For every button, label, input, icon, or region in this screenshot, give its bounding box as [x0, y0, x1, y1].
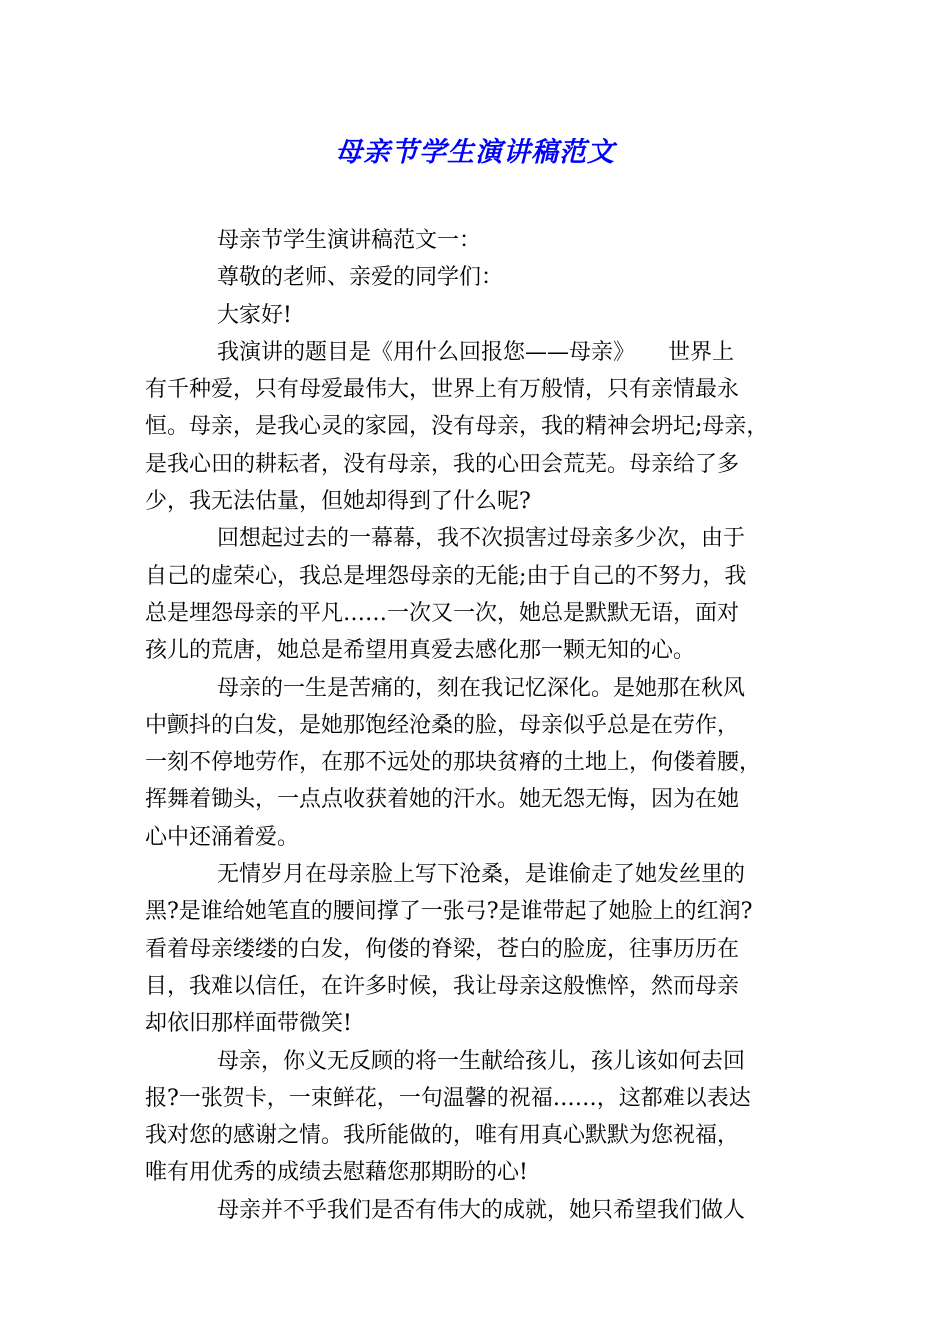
text-line: 大家好! [217, 302, 292, 328]
text-line: 却依旧那样面带微笑! [145, 1011, 352, 1037]
text-line: 母亲，你义无反顾的将一生献给孩儿，孩儿该如何去回 [217, 1048, 746, 1074]
text-line: 心中还涌着爱。 [145, 824, 300, 850]
text-line: 母亲的一生是苦痛的，刻在我记忆深化。是她那在秋风 [217, 675, 746, 701]
document-title: 母亲节学生演讲稿范文 [335, 137, 615, 168]
text-line: 少，我无法估量，但她却得到了什么呢? [145, 489, 531, 515]
text-line: 中颤抖的白发，是她那饱经沧桑的脸，母亲似乎总是在劳作， [145, 712, 740, 738]
text-line: 母亲并不乎我们是否有伟大的成就，她只希望我们做人 [217, 1197, 746, 1223]
text-line: 黑?是谁给她笔直的腰间撑了一张弓?是谁带起了她脸上的红润? [145, 899, 753, 925]
text-line: 无情岁月在母亲脸上写下沧桑，是谁偷走了她发丝里的 [217, 862, 746, 888]
text-line: 有千种爱，只有母爱最伟大，世界上有万般情，只有亲情最永 [145, 377, 740, 403]
text-line: 挥舞着锄头，一点点收获着她的汗水。她无怨无悔，因为在她 [145, 787, 740, 813]
text-line: 自己的虚荣心，我总是埋怨母亲的无能;由于自己的不努力，我 [145, 563, 747, 589]
text-line: 一刻不停地劳作，在那不远处的那块贫瘠的土地上，佝偻着腰， [145, 750, 762, 776]
text-line: 回想起过去的一幕幕，我不次损害过母亲多少次，由于 [217, 526, 746, 552]
document-body [145, 222, 817, 1229]
text-line: 报?一张贺卡，一束鲜花，一句温馨的祝福……，这都难以表达 [145, 1085, 751, 1111]
text-line: 看着母亲缕缕的白发，佝偻的脊梁，苍白的脸庞，往事历历在 [145, 936, 740, 962]
text-line: 目，我难以信任，在许多时候，我让母亲这般憔悴，然而母亲 [145, 973, 740, 999]
text-line: 恒。母亲，是我心灵的家园，没有母亲，我的精神会坍圮;母亲， [145, 414, 769, 440]
text-line: 总是埋怨母亲的平凡……一次又一次，她总是默默无语，面对 [145, 600, 740, 626]
text-line: 唯有用优秀的成绩去慰藉您那期盼的心! [145, 1160, 528, 1186]
text-line: 是我心田的耕耘者，没有母亲，我的心田会荒芜。母亲给了多 [145, 451, 740, 477]
text-line: 孩儿的荒唐，她总是希望用真爱去感化那一颗无知的心。 [145, 638, 696, 664]
text-line: 尊敬的老师、亲爱的同学们： [217, 265, 504, 291]
text-line: 我演讲的题目是《用什么回报您——母亲》 世界上 [217, 339, 735, 365]
text-line: 母亲节学生演讲稿范文一： [217, 228, 482, 253]
text-line: 我对您的感谢之情。我所能做的，唯有用真心默默为您祝福， [145, 1123, 740, 1149]
